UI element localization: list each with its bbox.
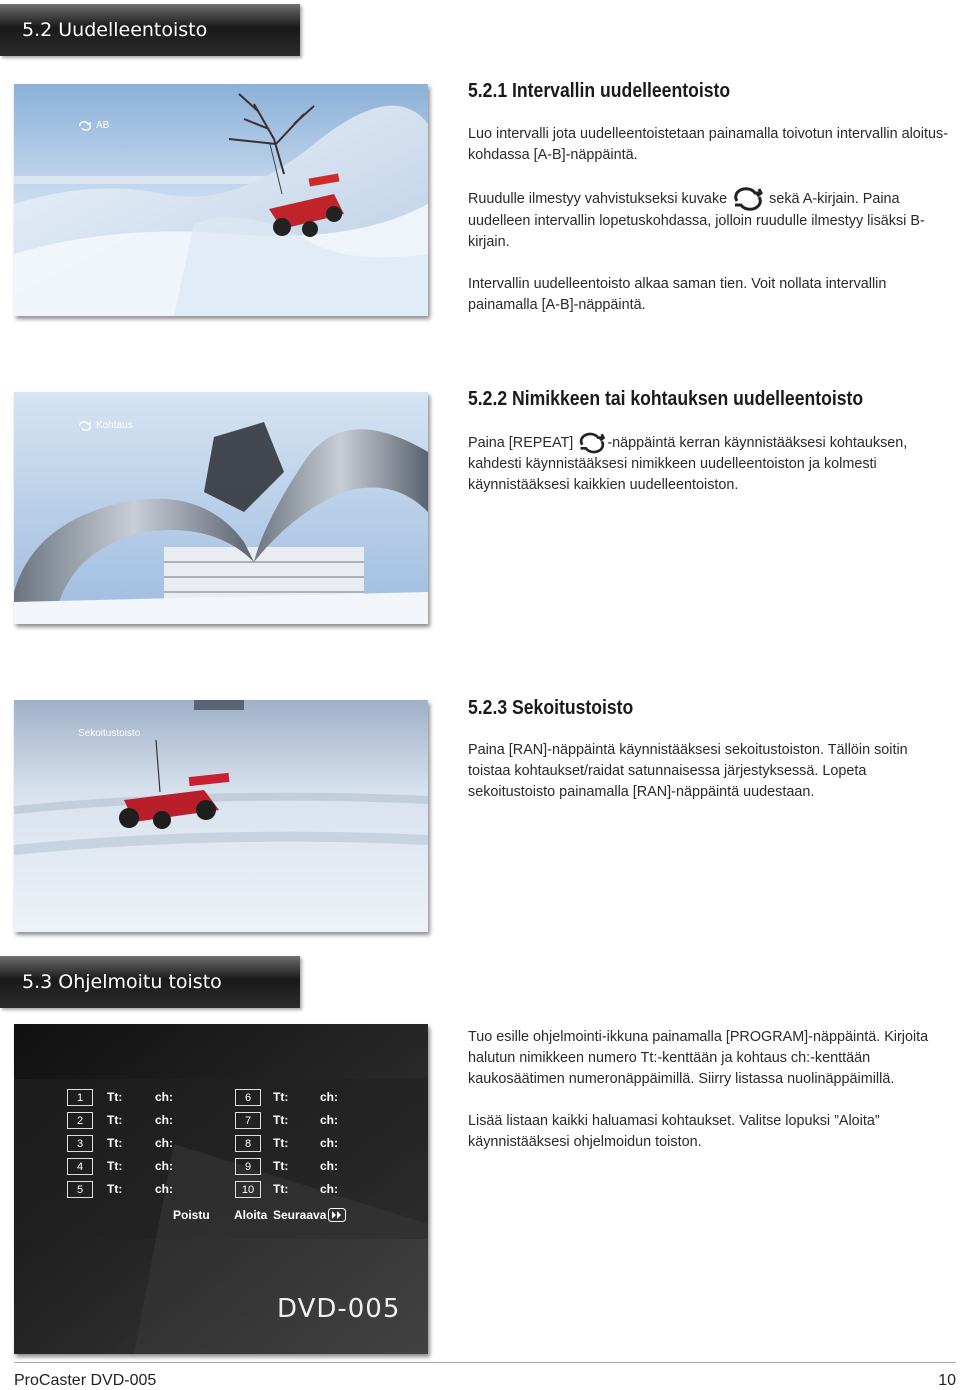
osd-ab-indicator: AB [78,120,109,131]
program-screen [14,1024,428,1354]
snow-car-image [14,84,428,316]
repeat-icon [731,187,765,211]
osd-chapter-indicator: Kohtaus [78,420,133,431]
repeat-icon [577,432,607,454]
slot-number[interactable]: 4 [67,1158,93,1175]
chapter-field[interactable]: ch: [320,1113,338,1127]
title-field[interactable]: Tt: [273,1090,289,1104]
heading-5-2-2: 5.2.2 Nimikkeen tai kohtauksen uudelleentoisto [468,388,864,410]
chapter-field[interactable]: ch: [155,1113,173,1127]
repeat-icon [78,121,92,131]
photo-ab-repeat [14,84,428,316]
slot-number[interactable]: 6 [235,1089,261,1106]
text-5-2-1 [468,124,954,337]
slot-number[interactable]: 8 [235,1135,261,1152]
title-field[interactable]: Tt: [273,1113,289,1127]
slot-number[interactable]: 3 [67,1135,93,1152]
section-title: 5.2 Uudelleentoisto [22,19,208,41]
chapter-field[interactable]: ch: [155,1182,173,1196]
title-field[interactable]: Tt: [107,1182,123,1196]
section-banner-5-2 [0,4,300,56]
paragraph: Ruudulle ilmestyy vahvistukseksi kuvake sekä A-kirjain. Paina uudelleen intervallin lopetuskohdassa, jolloin ruudulle ilmestyy lisäksi B-kirjain. [468,187,954,253]
chapter-field[interactable]: ch: [320,1090,338,1104]
next-button[interactable]: Seuraava [273,1208,327,1222]
title-field[interactable]: Tt: [107,1090,123,1104]
title-field[interactable]: Tt: [107,1113,123,1127]
section-title: 5.3 Ohjelmoitu toisto [22,971,222,993]
exit-button[interactable]: Poistu [173,1208,210,1222]
chapter-field[interactable]: ch: [320,1182,338,1196]
section-banner-5-3 [0,956,300,1008]
chapter-field[interactable]: ch: [320,1136,338,1150]
chapter-field[interactable]: ch: [155,1159,173,1173]
chapter-field[interactable]: ch: [320,1159,338,1173]
title-field[interactable]: Tt: [273,1136,289,1150]
title-field[interactable]: Tt: [273,1182,289,1196]
text-5-3 [468,1027,954,1174]
slot-number[interactable]: 1 [67,1089,93,1106]
next-page-icon[interactable] [328,1208,346,1222]
title-field[interactable]: Tt: [273,1159,289,1173]
brand-logo: DVD-005 [277,1294,401,1324]
paragraph: Intervallin uudelleentoisto alkaa saman tien. Voit nollata intervallin painamalla [A-B]-näppäintä. [468,276,887,313]
snow-field-image [14,700,428,932]
paragraph: Paina [REPEAT] -näppäintä kerran käynnistääksesi kohtauksen, kahdesti käynnistääksesi nimikkeen uudelleentoiston ja kolmesti käynnistääksesi kaikkien uudelleentoiston. [468,432,954,496]
chapter-field[interactable]: ch: [155,1136,173,1150]
paragraph: Lisää listaan kaikki haluamasi kohtaukset. Valitse lopuksi ”Aloita” käynnistääksesi ohjelmoidun toiston. [468,1113,880,1150]
repeat-icon [78,421,92,431]
photo-chapter-repeat [14,392,428,624]
footer-divider [14,1362,956,1363]
text-5-2-2 [468,432,954,517]
photo-shuffle [14,700,428,932]
heading-5-2-1: 5.2.1 Intervallin uudelleentoisto [468,80,731,102]
slot-number[interactable]: 2 [67,1112,93,1129]
paragraph: Tuo esille ohjelmointi-ikkuna painamalla [PROGRAM]-näppäintä. Kirjoita halutun nimikkeen numero Tt:-kenttään ja kohtaus ch:-kenttään kaukosäätimen numeronäppäimillä. Siirry listassa nuolinäppäimillä. [468,1029,929,1087]
slot-number[interactable]: 9 [235,1158,261,1175]
osd-shuffle-indicator: Sekoitustoisto [78,728,141,739]
slot-number[interactable]: 7 [235,1112,261,1129]
heading-5-2-3: 5.2.3 Sekoitustoisto [468,697,634,719]
footer-product: ProCaster DVD-005 [14,1372,157,1389]
paragraph: Paina [RAN]-näppäintä käynnistääksesi sekoitustoiston. Tällöin soitin toistaa kohtaukset/raidat satunnaisessa järjestyksessä. Lopeta sekoitustoisto painamalla [RAN]-näppäintä uudestaan. [468,742,908,800]
sculpture-image [14,392,428,624]
chapter-field[interactable]: ch: [155,1090,173,1104]
slot-number[interactable]: 10 [235,1181,261,1198]
text-5-2-3 [468,740,954,824]
start-button[interactable]: Aloita [234,1208,268,1222]
slot-number[interactable]: 5 [67,1181,93,1198]
title-field[interactable]: Tt: [107,1159,123,1173]
title-field[interactable]: Tt: [107,1136,123,1150]
paragraph: Luo intervalli jota uudelleentoistetaan painamalla toivotun intervallin aloitus-kohdassa [A-B]-näppäintä. [468,126,948,163]
page-number: 10 [938,1372,956,1389]
